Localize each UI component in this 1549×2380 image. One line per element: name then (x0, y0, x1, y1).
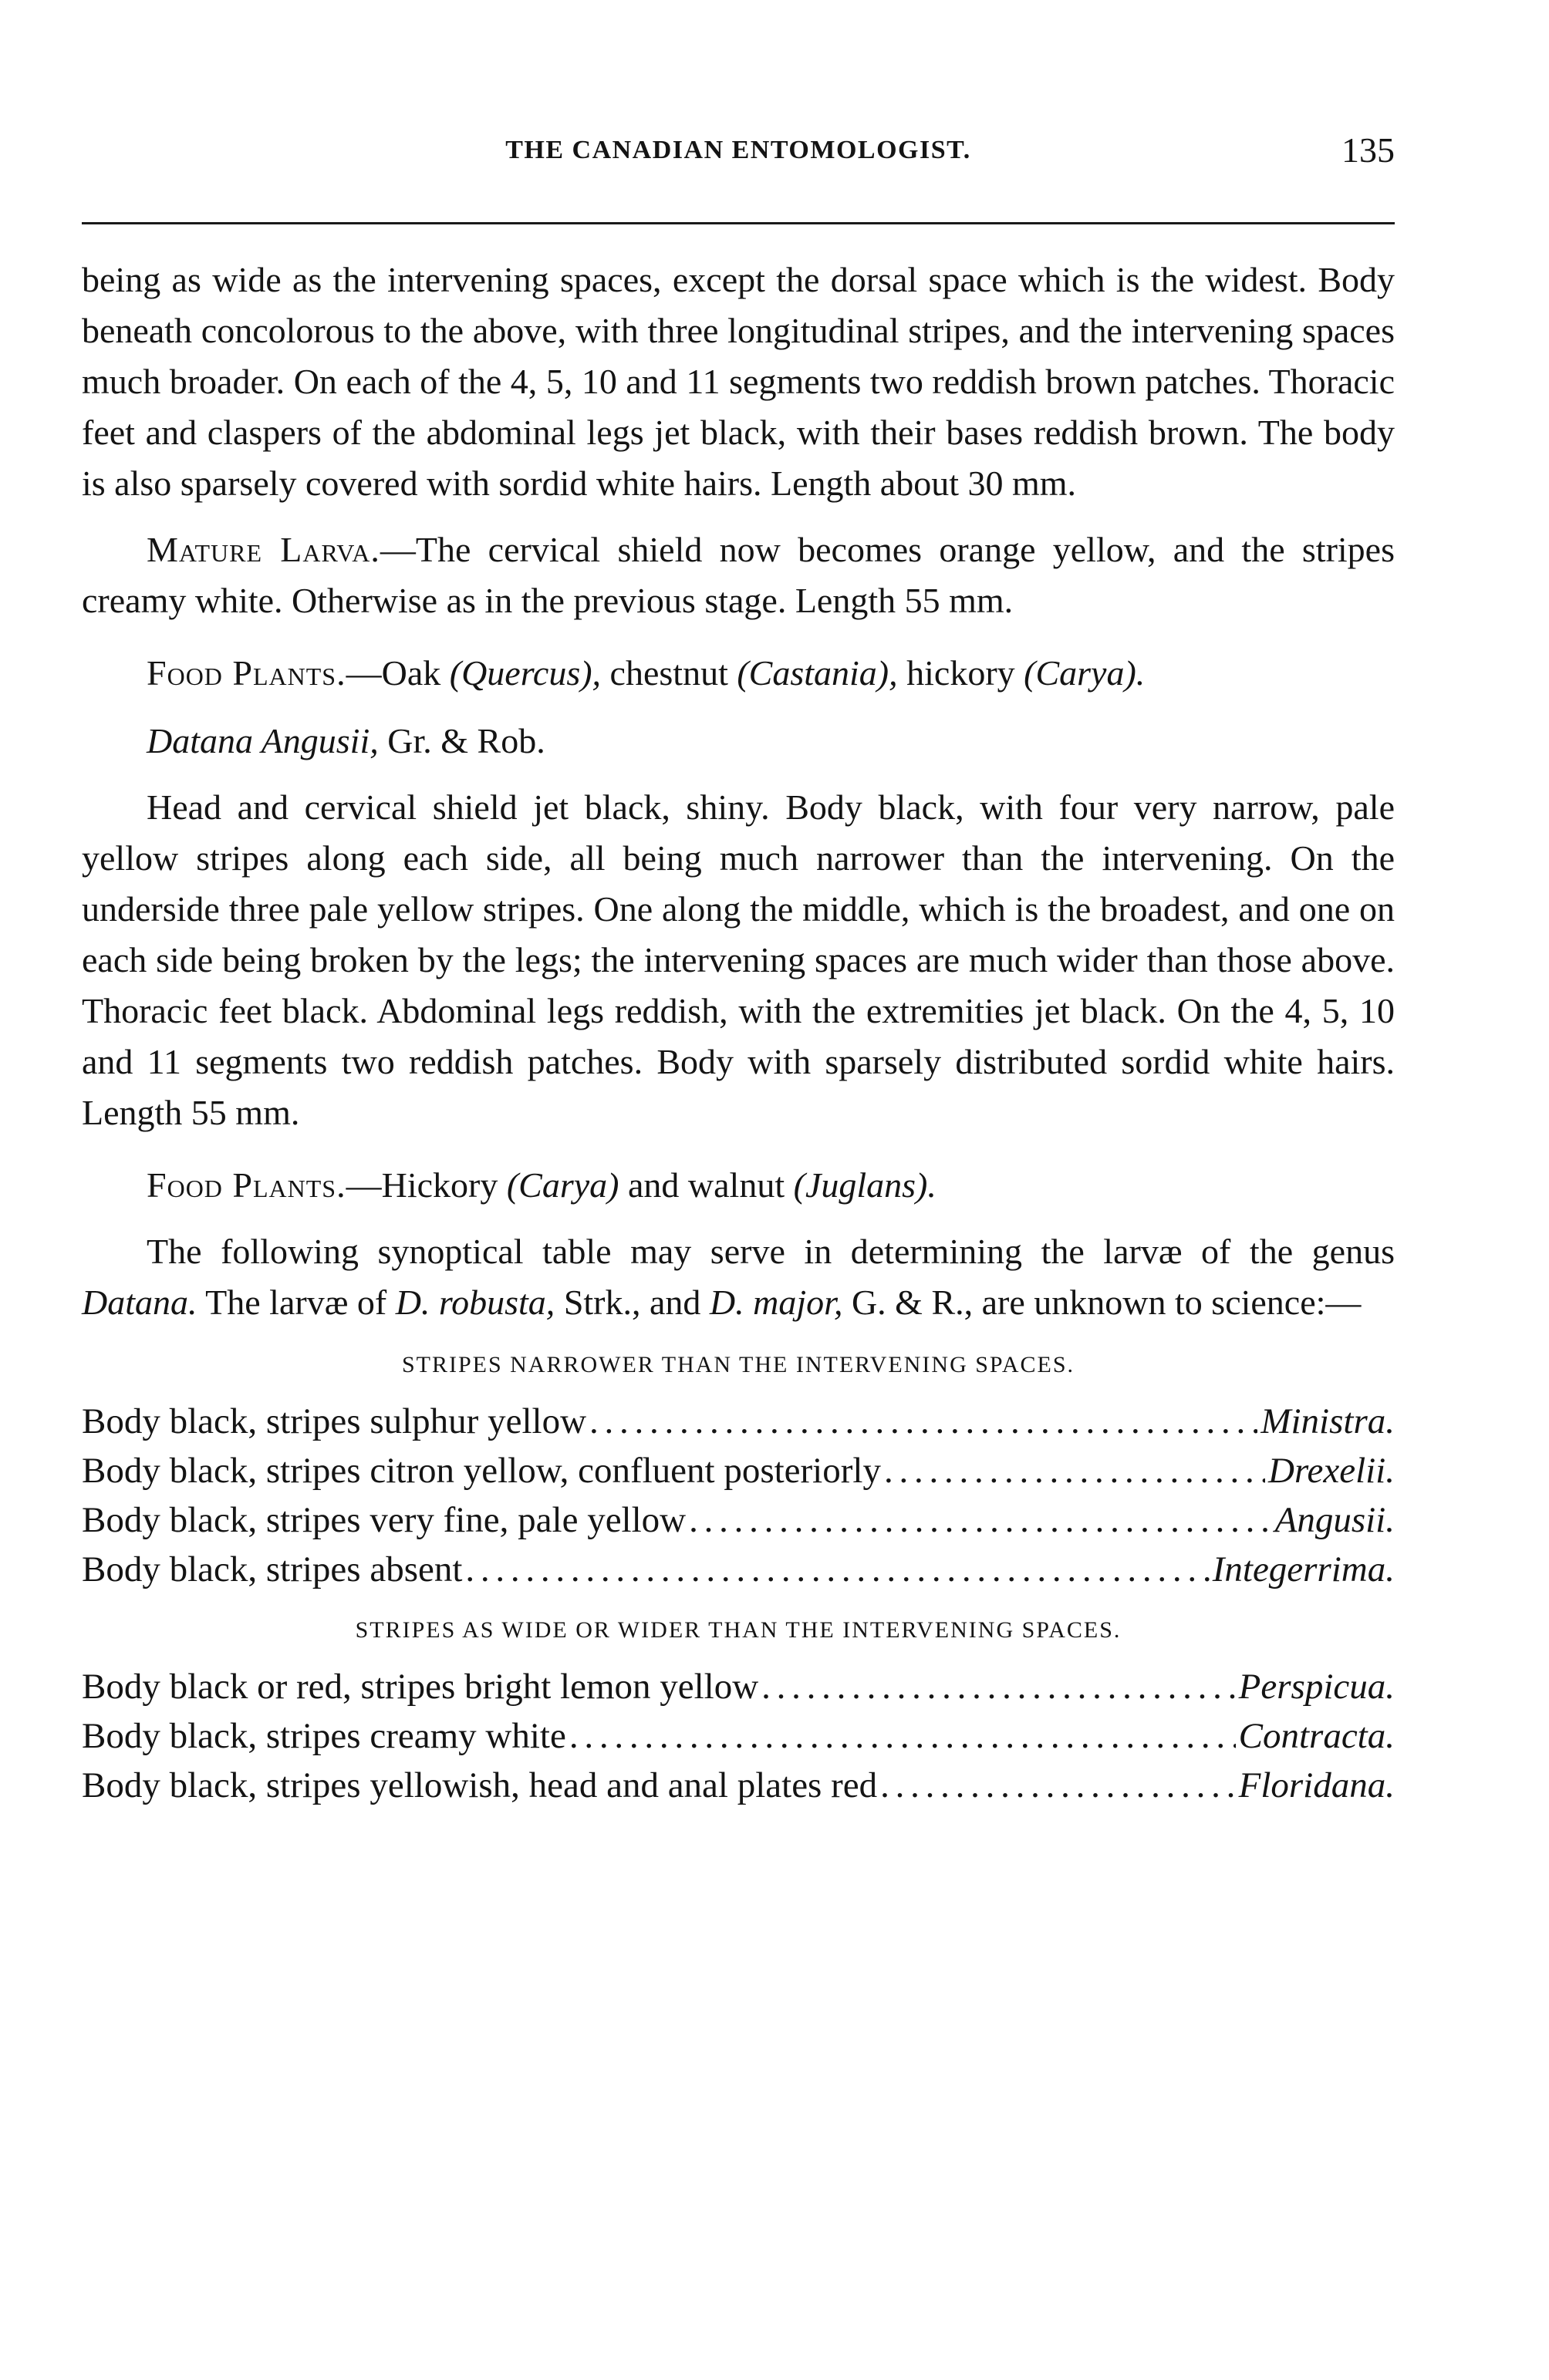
food-plants-2-t2: and walnut (619, 1165, 794, 1205)
key-description: Body black, stripes citron yellow, confluent posteriorly (82, 1451, 881, 1491)
dot-leader (689, 1495, 1272, 1546)
paragraph-food-plants-1 (82, 648, 1395, 699)
species-key-name: Angusii. (1274, 1500, 1395, 1540)
running-head (82, 130, 1395, 182)
species-heading (82, 716, 1395, 767)
species-key-name: Floridana. (1238, 1765, 1395, 1805)
key-description: Body black, stripes yellowish, head and anal plates red (82, 1765, 878, 1805)
species-key-name: Contracta. (1238, 1716, 1395, 1756)
food-plants-1-i1: (Quercus), (449, 653, 602, 693)
dot-leader (465, 1544, 1209, 1595)
paragraph-intro (82, 1226, 1395, 1328)
header-rule (82, 222, 1395, 224)
intro-t1: The following synoptical table may serve in determining the larvæ of the genus (147, 1232, 1395, 1271)
paragraph-mature-larva (82, 524, 1395, 626)
dot-leader (761, 1661, 1236, 1712)
intro-i2: D. robusta, (395, 1283, 555, 1322)
key-list-narrower (82, 1396, 1395, 1593)
species-key-name: Drexelii. (1268, 1451, 1395, 1491)
key-description: Body black, stripes absent (82, 1549, 463, 1589)
mature-larva-text: —The cervical shield now becomes orange yellow, and the stripes creamy white. Otherwise as in the previous stage. Length 55 mm. (82, 530, 1395, 620)
paragraph-food-plants-2 (82, 1160, 1395, 1211)
species-name: Datana Angusii, (147, 721, 379, 760)
food-plants-1-i2: (Castania), (737, 653, 898, 693)
key-row (82, 1495, 1395, 1544)
key-description: Body black, stripes creamy white (82, 1716, 566, 1756)
key-description: Body black or red, stripes bright lemon yellow (82, 1667, 759, 1707)
running-title: THE CANADIAN ENTOMOLOGIST. (505, 136, 971, 164)
paragraph-continuation: being as wide as the intervening spaces, except the dorsal space which is the widest. Body beneath concolorous to the above, with three longitudinal stripes, and the intervening spaces much broader. On each of the 4, 5, 10 and 11 segments two reddish brown patches. Thoracic feet and claspers of the abdominal legs jet black, with their bases reddish brown. The body is also sparsely covered with sordid white hairs. Length about 30 mm. (82, 260, 1395, 503)
species-key-name: Perspicua. (1238, 1667, 1395, 1707)
key-row (82, 1396, 1395, 1445)
paragraph-description: Head and cervical shield jet black, shiny. Body black, with four very narrow, pale yellow stripes along each side, all being much narrower than the intervening. On the underside three pale yellow stripes. One along the middle, which is the broadest, and one on each side being broken by the legs; the intervening spaces are much wider than those above. Thoracic feet black. Abdominal legs reddish, with the extremities jet black. On the 4, 5, 10 and 11 segments two reddish patches. Body with sparsely distributed sordid white hairs. Length 55 mm. (82, 787, 1395, 1132)
section-heading-narrower: STRIPES NARROWER THAN THE INTERVENING SPACES. (401, 1352, 1075, 1377)
food-plants-label-2: Food Plants. (147, 1165, 346, 1205)
key-row (82, 1544, 1395, 1593)
key-row (82, 1711, 1395, 1760)
food-plants-1-t3: hickory (897, 653, 1024, 693)
food-plants-label-1: Food Plants. (147, 653, 346, 693)
dot-leader (569, 1711, 1236, 1761)
key-description: Body black, stripes sulphur yellow (82, 1401, 587, 1441)
intro-i3: D. major, (709, 1283, 843, 1322)
intro-t2: The larvæ of (197, 1283, 396, 1322)
dot-leader (884, 1445, 1265, 1496)
food-plants-2-i2: (Juglans). (793, 1165, 936, 1205)
key-row (82, 1445, 1395, 1495)
key-row (82, 1661, 1395, 1711)
intro-t3: Strk., and (555, 1283, 710, 1322)
food-plants-2-i1: (Carya) (506, 1165, 619, 1205)
intro-i1: Datana. (82, 1283, 197, 1322)
food-plants-2-t1: —Hickory (346, 1165, 507, 1205)
food-plants-1-t2: chestnut (601, 653, 737, 693)
body-text (82, 255, 1395, 1809)
species-key-name: Ministra. (1260, 1401, 1395, 1441)
species-authority: Gr. & Rob. (378, 721, 545, 760)
intro-t4: G. & R., are unknown to science:— (842, 1283, 1362, 1322)
page-number: 135 (1341, 130, 1395, 170)
food-plants-1-t1: —Oak (346, 653, 450, 693)
dot-leader (880, 1760, 1236, 1811)
dot-leader (589, 1396, 1257, 1447)
mature-larva-label: Mature Larva. (147, 530, 380, 569)
food-plants-1-i3: (Carya). (1024, 653, 1146, 693)
section-heading-wider: STRIPES AS WIDE OR WIDER THAN THE INTERVENING SPACES. (355, 1617, 1122, 1643)
key-list-wider (82, 1661, 1395, 1809)
key-row (82, 1760, 1395, 1809)
species-key-name: Integerrima. (1212, 1549, 1395, 1589)
key-description: Body black, stripes very fine, pale yellow (82, 1500, 687, 1540)
